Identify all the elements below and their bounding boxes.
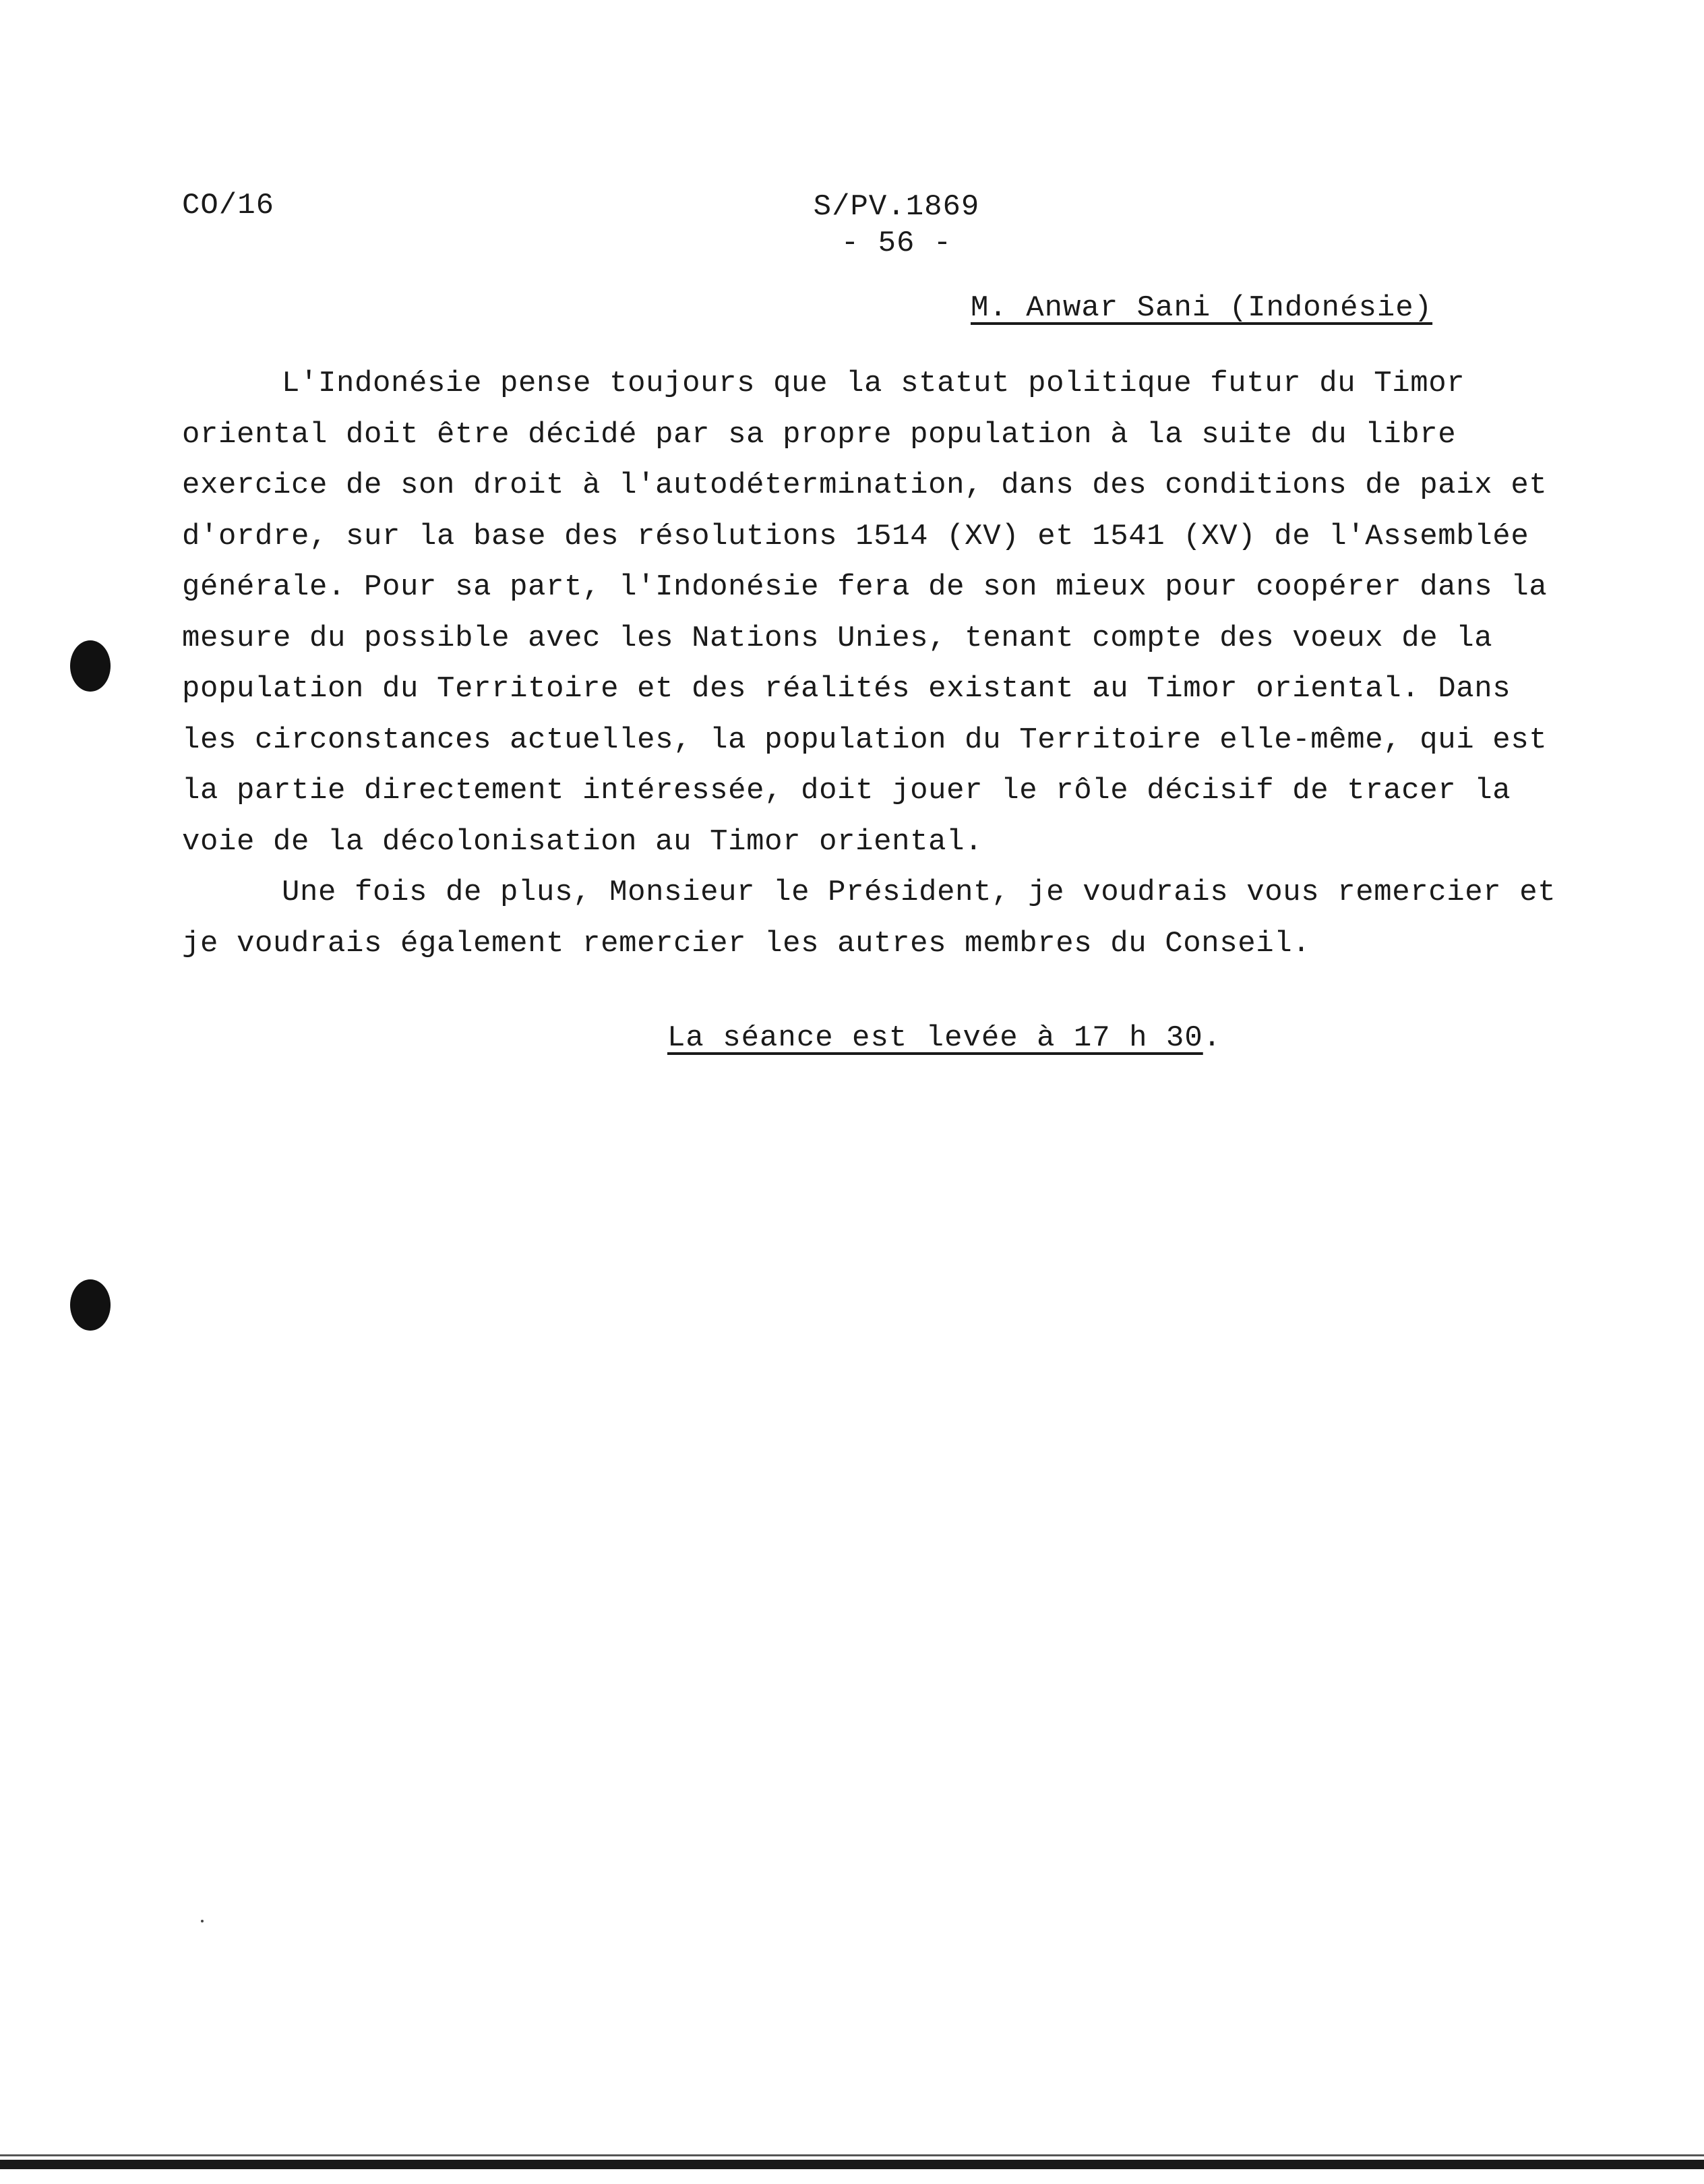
scan-speck [201, 1920, 204, 1922]
document-header [809, 189, 984, 262]
punch-hole-mark [70, 640, 111, 692]
closing-suffix: . [1203, 1021, 1222, 1055]
closing-text: La séance est levée à 17 h 30 [667, 1021, 1203, 1055]
speaker-name: M. Anwar Sani (Indonésie) [971, 291, 1433, 325]
paragraph-1: L'Indonésie pense toujours que la statut politique futur du Timor oriental doit être décidé par sa propre population à la suite du libre exercice de son droit à l'autodétermination, dans des conditions de paix et d'ordre, sur la base des résolutions 1514 (XV) et 1541 (XV) de l'Assemblée générale. Pour sa part, l'Indonésie fera de son mieux pour coopérer dans la mesure du possible avec les Nations Unies, tenant compte des voeux de la population du Territoire et des réalités existant au Timor oriental. Dans les circonstances actuelles, la population du Territoire elle-même, qui est la partie directement intéressée, doit jouer le rôle décisif de tracer la voie de la décolonisation au Timor oriental. [182, 367, 1548, 859]
page-number: - 56 - [841, 226, 952, 260]
punch-hole-mark [70, 1279, 111, 1331]
bottom-edge-rule [0, 2160, 1704, 2169]
bottom-edge-line [0, 2154, 1704, 2156]
document-code: CO/16 [182, 189, 275, 222]
statement-body [182, 359, 1557, 969]
paragraph-2: Une fois de plus, Monsieur le Président, je voudrais vous remercier et je voudrais également remercier les autres membres du Conseil. [182, 876, 1556, 961]
document-symbol: S/PV.1869 [813, 190, 980, 224]
closing-line [667, 1021, 1221, 1055]
